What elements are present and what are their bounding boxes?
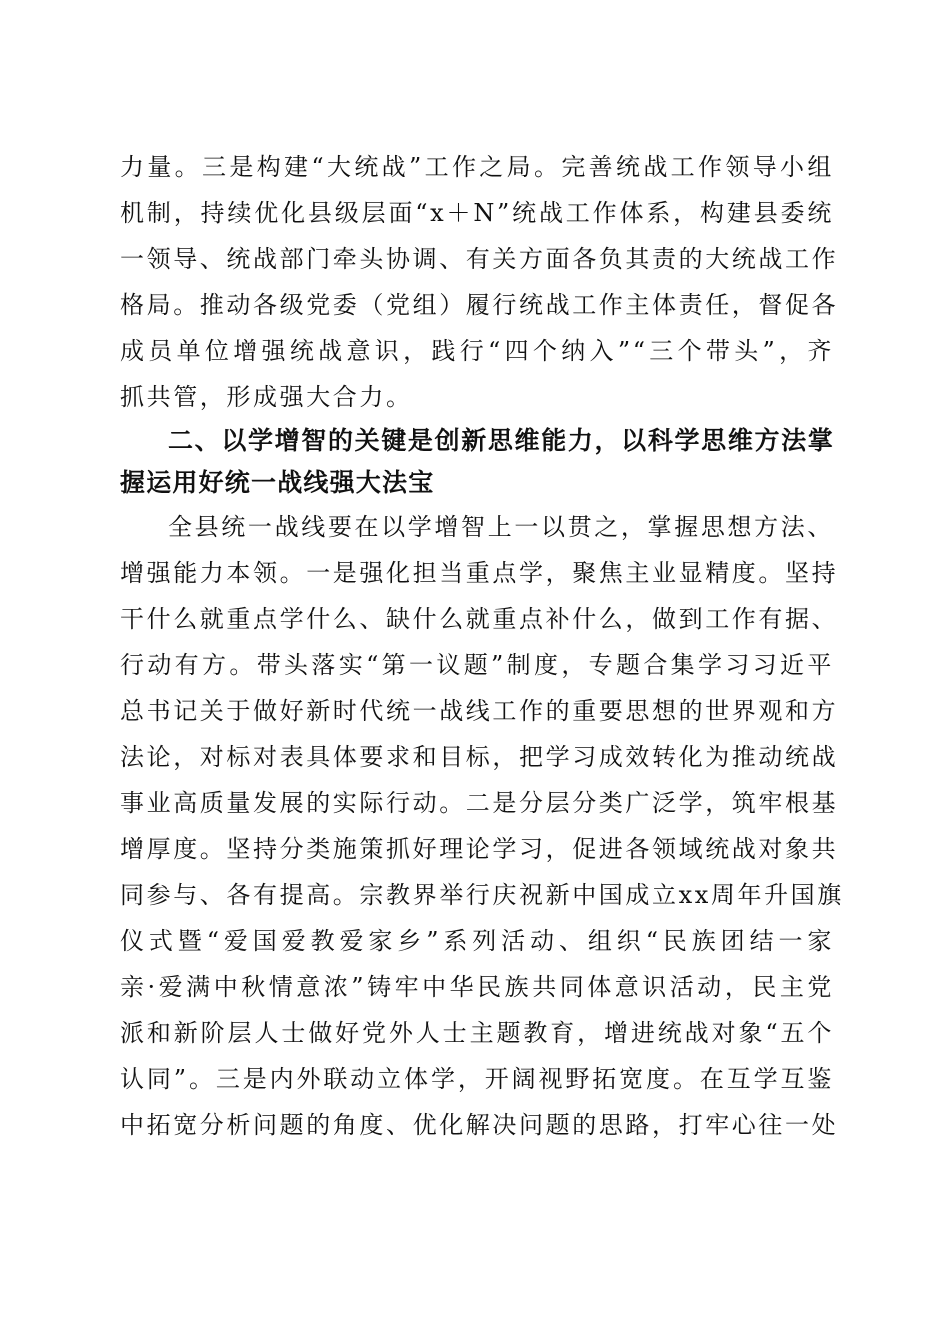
section-heading [120,420,834,504]
paragraph-line: 增强能力本领。一是强化担当重点学，聚焦主业显精度。坚持 [120,559,839,587]
paragraph-line: 机制，持续优化县级层面“x＋N”统战工作体系，构建县委统 [120,199,834,227]
paragraph-line: 亲·爱满中秋情意浓”铸牢中华民族共同体意识活动，民主党 [120,973,834,1001]
paragraph-line: 事业高质量发展的实际行动。二是分层分类广泛学，筑牢根基 [120,789,839,817]
paragraph-line: 法论，对标对表具体要求和目标，把学习成效转化为推动统战 [120,743,839,771]
paragraph-line: 行动有方。带头落实“第一议题”制度，专题合集学习习近平 [120,651,834,679]
paragraph-line: 同参与、各有提高。宗教界举行庆祝新中国成立xx周年升国旗 [120,881,844,909]
paragraph-line: 增厚度。坚持分类施策抓好理论学习，促进各领域统战对象共 [120,835,839,863]
paragraph-line: 派和新阶层人士做好党外人士主题教育，增进统战对象“五个 [120,1019,834,1047]
paragraph-line: 干什么就重点学什么、缺什么就重点补什么，做到工作有据、 [120,605,839,633]
heading-line: 二、以学增智的关键是创新思维能力，以科学思维方法掌 [168,426,834,455]
paragraph-line: 一领导、统战部门牵头协调、有关方面各负其责的大统战工作 [120,245,839,273]
paragraph-line: 认同”。三是内外联动立体学，开阔视野拓宽度。在互学互鉴 [120,1065,834,1093]
heading-line: 握运用好统一战线强大法宝 [120,468,435,497]
body-paragraph-2 [120,504,844,1148]
paragraph-line: 成员单位增强统战意识，践行“四个纳入”“三个带头”，齐 [120,337,834,365]
body-paragraph-1 [120,144,839,420]
paragraph-line: 中拓宽分析问题的角度、优化解决问题的思路，打牢心往一处 [120,1111,839,1139]
paragraph-line: 总书记关于做好新时代统一战线工作的重要思想的世界观和方 [120,697,839,725]
paragraph-line: 仪式暨“爱国爱教爱家乡”系列活动、组织“民族团结一家 [120,927,834,955]
paragraph-line: 力量。三是构建“大统战”工作之局。完善统战工作领导小组 [120,153,834,181]
paragraph-line: 抓共管，形成强大合力。 [120,383,413,411]
paragraph-line: 全县统一战线要在以学增智上一以贯之，掌握思想方法、 [168,513,834,541]
paragraph-line: 格局。推动各级党委（党组）履行统战工作主体责任，督促各 [120,291,839,319]
